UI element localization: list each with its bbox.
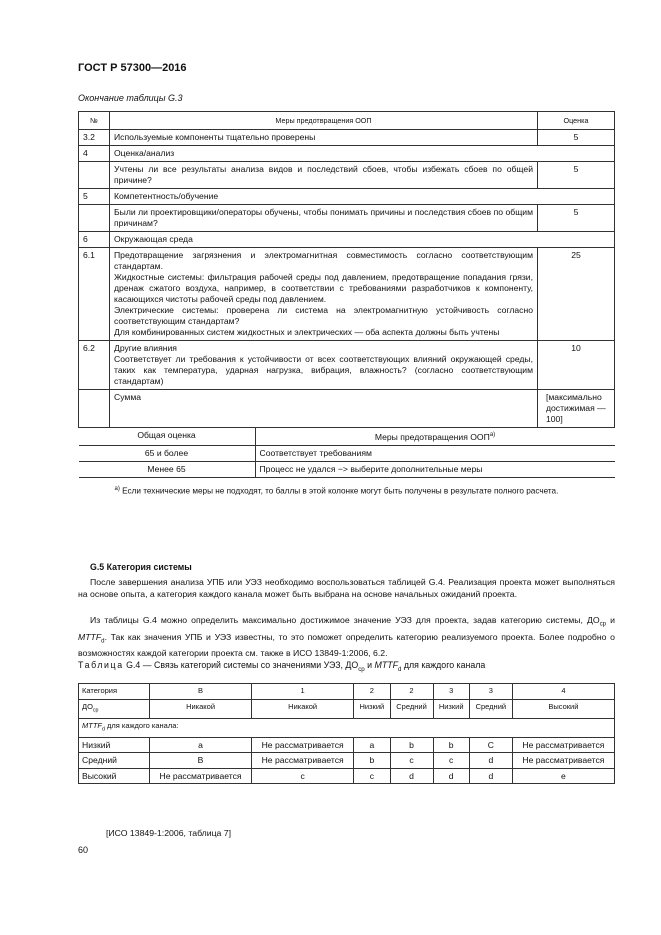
table-row: Учтены ли все результаты анализа видов и последствий сбоев, чтобы избежать сбоев по общей причине? 5 xyxy=(79,162,615,189)
header-measures: Меры предотвращения ООП xyxy=(110,112,538,130)
table-row: 6.2 Другие влияния Соответствует ли требования к устойчивости от всех соответствующих влияний окружающей среды, таких как температура, ударная нагрузка, вибрация, влажность? (согласно соответствующим стандартам) 10 xyxy=(79,341,615,390)
table2-caption: Таблица G.4 — Связь категорий системы со значениями УЭЗ, $ДО_{ср}$ и $MTTF_d$ для каждого канала xyxy=(78,660,486,673)
footnote: Если технические меры не подходят, то баллы в этой колонке могут быть получены в результате полного расчета. xyxy=(122,486,559,496)
footnote-row: $^{а)}$ Если технические меры не подходят, то баллы в этой колонке могут быть получены в результате полного расчета. xyxy=(79,477,615,498)
paragraph: Из таблицы G.4 можно определить максимально достижимое значение УЭЗ для проекта, задав категорию системы, $ДО_{ср}$ и $MTTF_d$. Так как значения УПБ и УЭЗ известны, то это поможет определить категорию реализуемого проекта. Более подробно о возможностях каждой категории проекта см. также в ИСО 13849-1:2006, 6.2. xyxy=(78,615,615,659)
table-g3-continued xyxy=(78,111,615,499)
table-row: 4 Оценка/анализ xyxy=(79,146,615,162)
table-g4 xyxy=(78,683,615,784)
table-header-row xyxy=(79,112,615,130)
table-header-row: Категория B 1 2 2 3 3 4 xyxy=(79,684,615,700)
table1-caption: Окончание таблицы G.3 xyxy=(78,93,183,103)
document-header: ГОСТ Р 57300—2016 xyxy=(78,62,187,74)
table-row: 6 Окружающая среда xyxy=(79,232,615,248)
table-row: Низкий a Не рассматривается a b b C Не рассматривается xyxy=(79,737,615,753)
sum-row: Сумма [максимально достижимая — 100] xyxy=(79,390,615,428)
table-row: Были ли проектировщики/операторы обучены, чтобы понимать причины и последствия сбоев по общим причинам? 5 xyxy=(79,205,615,232)
table-row: Средний B Не рассматривается b c c d Не рассматривается xyxy=(79,753,615,769)
table-row: Высокий Не рассматривается c c d d d e xyxy=(79,768,615,784)
table-row: Менее 65 Процесс не удался −> выберите дополнительные меры xyxy=(79,461,615,477)
table-row: 3.2 Используемые компоненты тщательно проверены 5 xyxy=(79,130,615,146)
header-score: Оценка xyxy=(538,112,615,130)
table-row: $MTTF_d$ для каждого канала: xyxy=(79,718,615,737)
section-title: G.5 Категория системы xyxy=(90,562,192,572)
page-number: 60 xyxy=(78,845,89,855)
header-num: № xyxy=(79,112,110,130)
paragraph: После завершения анализа УПБ или УЭЗ необходимо воспользоваться таблицей G.4. Реализация проекта может выполняться на основе опыта, а категория каждого канала может быть выбрана на основе начальных ожиданий проекта. xyxy=(78,577,615,599)
table-row: $ДО_{ср}$ Никакой Никакой Низкий Средний Низкий Средний Высокий xyxy=(79,699,615,718)
table-row: 5 Компетентность/обучение xyxy=(79,189,615,205)
table-source: [ИСО 13849-1:2006, таблица 7] xyxy=(106,828,232,838)
table-row: 6.1 Предотвращение загрязнения и электромагнитная совместимость согласно соответствующим стандартам. Жидкостные системы: фильтрация рабочей среды под давлением, предотвращение попадания грязи, дренаж сжатого воздуха, например, в соответствии с требованиями разработчиков к компоненту, касающихся чистоты рабочей среды под давлением. Электрические системы: проверена ли система на электромагнитную устойчивость согласно соответствующим стандартам? Для комбинированных систем жидкостных и электрических — оба аспекта должны быть учтены 25 xyxy=(79,248,615,341)
overall-table: Общая оценка Меры предотвращения $ООП^{а)}$ 65 и более Соответствует требованиям Менее 65 Процесс не удался −> выберите дополнительные меры $^{а)}$ Если технические меры не подходят, то баллы в этой колонке могут быть получены в результате полного расчета. xyxy=(79,428,615,499)
table-row: 65 и более Соответствует требованиям xyxy=(79,445,615,461)
